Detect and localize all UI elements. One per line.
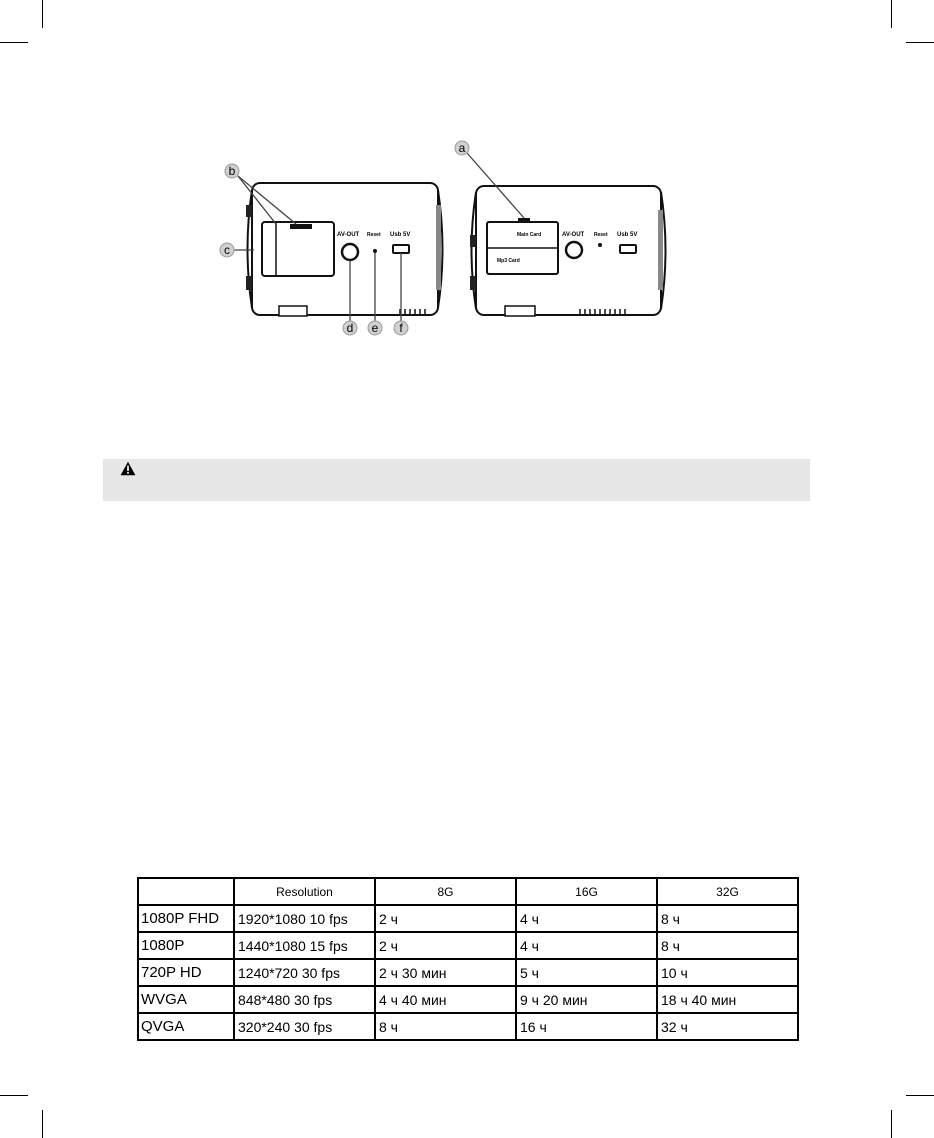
crop-mark [891, 1110, 892, 1138]
table-cell: 9 ч 20 мин [516, 986, 657, 1013]
warning-box [103, 459, 810, 501]
table-cell: 4 ч [516, 932, 657, 959]
table-cell: 8 ч [375, 1013, 516, 1040]
callout-b [225, 164, 239, 178]
callout-c [220, 243, 234, 257]
table-row [138, 932, 798, 959]
svg-text:a: a [458, 141, 466, 155]
table-header-row [138, 878, 798, 905]
callout-a [455, 141, 469, 155]
callout-f [394, 321, 408, 335]
svg-text:c: c [224, 243, 230, 257]
table-cell: 2 ч [375, 932, 516, 959]
left-reset-label: Reset [367, 232, 381, 238]
table-cell: 8 ч [657, 932, 798, 959]
right-usb-label: Usb 5V [617, 232, 638, 238]
warning-triangle-icon [120, 461, 136, 476]
table-cell: 32 ч [657, 1013, 798, 1040]
table-header-cell: 16G [516, 878, 657, 905]
left-device [246, 183, 443, 316]
right-card-bottom-label: Mp3 Card [497, 258, 520, 264]
table-row [138, 905, 798, 932]
table-cell: 848*480 30 fps [234, 986, 375, 1013]
device-diagram [0, 0, 934, 360]
table-cell: 320*240 30 fps [234, 1013, 375, 1040]
left-usb-label: Usb 5V [390, 232, 411, 238]
svg-text:e: e [371, 321, 379, 335]
table-cell: 1920*1080 10 fps [234, 905, 375, 932]
callout-d [343, 321, 357, 335]
recording-time-table [137, 877, 799, 1041]
crop-mark [0, 1095, 28, 1096]
table-header-cell [138, 878, 234, 905]
svg-text:f: f [399, 321, 403, 335]
table-cell: 2 ч [375, 905, 516, 932]
svg-text:d: d [346, 321, 354, 335]
callout-e [368, 321, 382, 335]
table-cell: 1440*1080 15 fps [234, 932, 375, 959]
svg-text:b: b [228, 164, 236, 178]
crop-mark [906, 1095, 934, 1096]
table-cell: 720P HD [138, 959, 234, 986]
table-cell: QVGA [138, 1013, 234, 1040]
table-cell: 10 ч [657, 959, 798, 986]
table-header-cell: Resolution [234, 878, 375, 905]
right-reset-label: Reset [594, 232, 608, 238]
table-cell: 1080P FHD [138, 905, 234, 932]
table-cell: 5 ч [516, 959, 657, 986]
table-header-cell: 32G [657, 878, 798, 905]
table-cell: WVGA [138, 986, 234, 1013]
right-card-top-label: Main Card [517, 232, 542, 238]
table-cell: 8 ч [657, 905, 798, 932]
table-cell: 1080P [138, 932, 234, 959]
table-cell: 16 ч [516, 1013, 657, 1040]
right-av-label: AV-OUT [562, 232, 585, 238]
table-cell: 1240*720 30 fps [234, 959, 375, 986]
right-device [470, 186, 666, 316]
table-cell: 18 ч 40 мин [657, 986, 798, 1013]
table-cell: 4 ч [516, 905, 657, 932]
table-row [138, 986, 798, 1013]
left-av-label: AV-OUT [337, 232, 360, 238]
table-row [138, 959, 798, 986]
table-row [138, 1013, 798, 1040]
crop-mark [42, 1110, 43, 1138]
table-cell: 2 ч 30 мин [375, 959, 516, 986]
table-cell: 4 ч 40 мин [375, 986, 516, 1013]
table-header-cell: 8G [375, 878, 516, 905]
